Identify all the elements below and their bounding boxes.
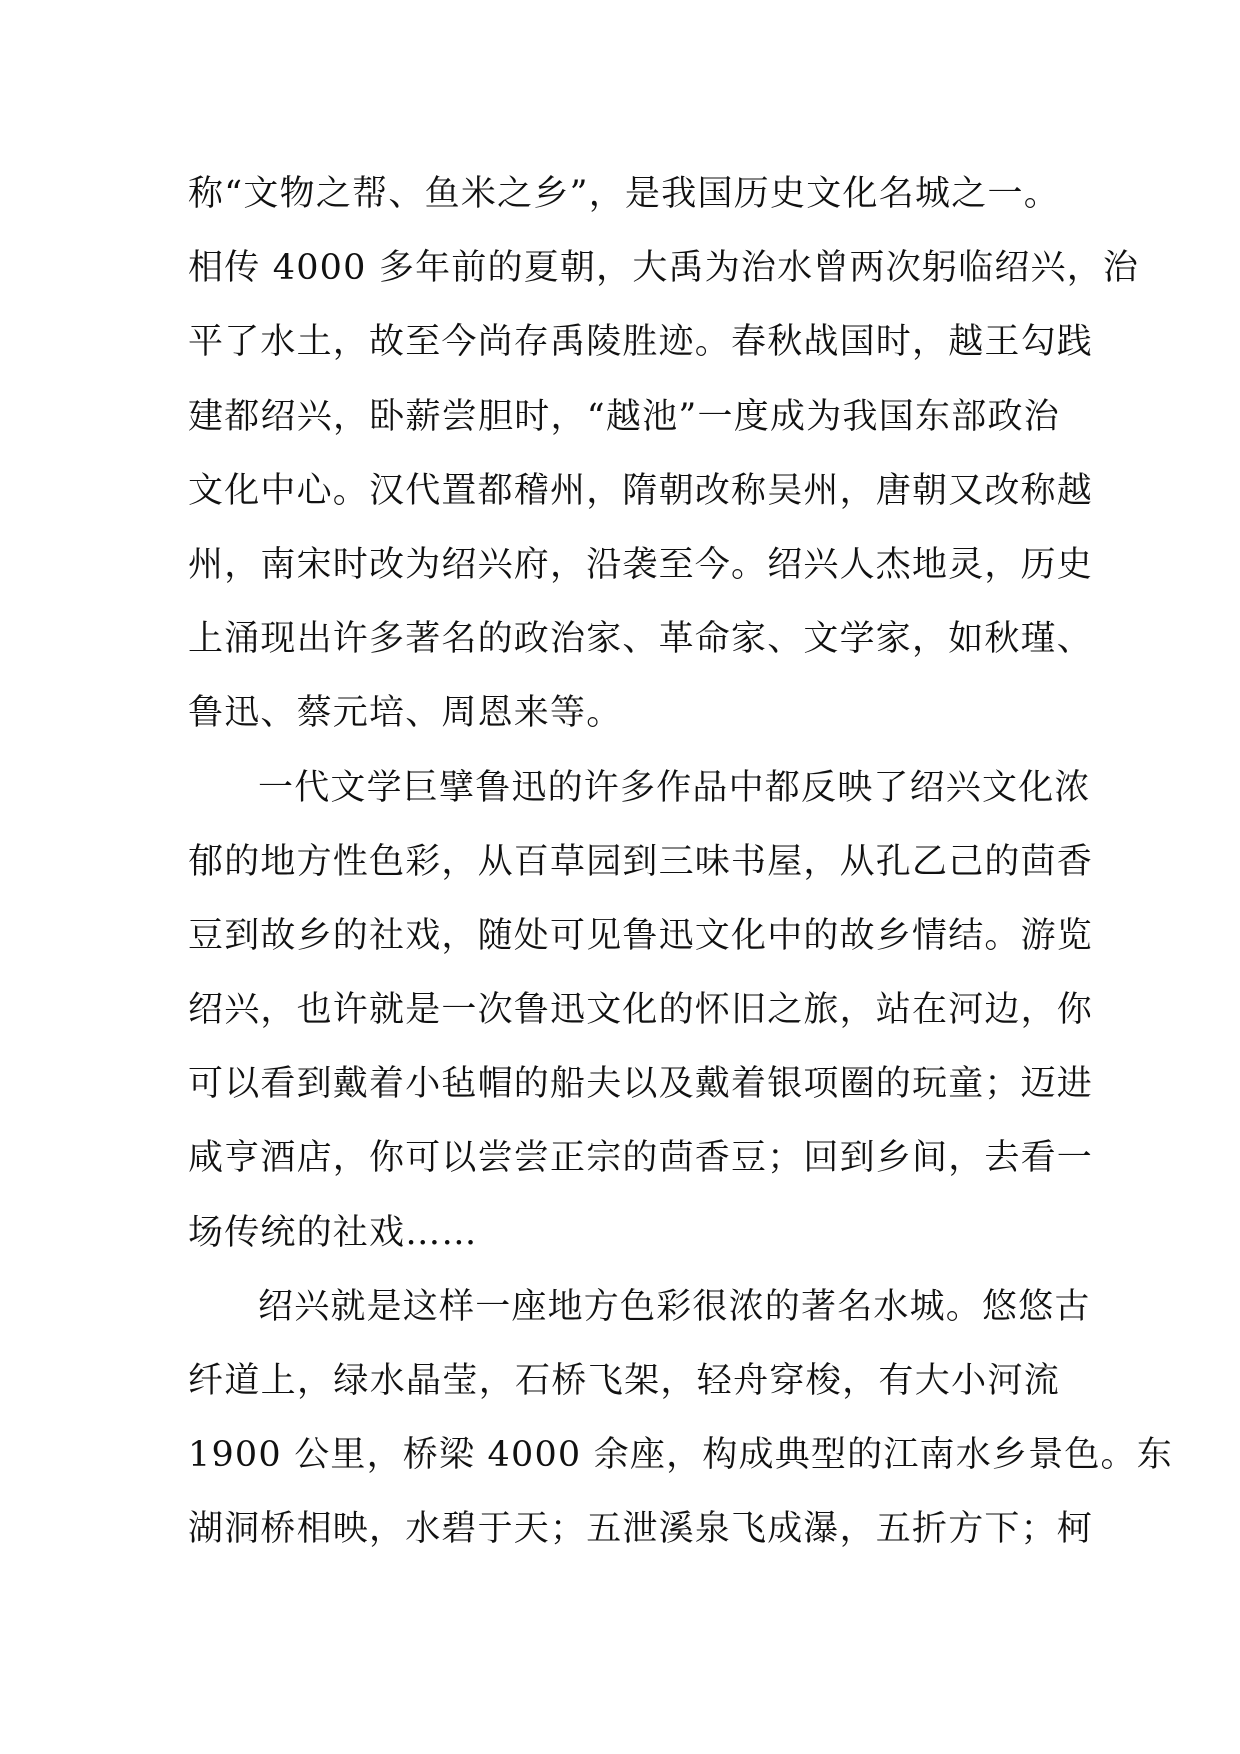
text-line: 州，南宋时改为绍兴府，沿袭至今。绍兴人杰地灵，历史: [188, 544, 1094, 585]
text-line: 平了水土，故至今尚存禹陵胜迹。春秋战国时，越王勾践: [188, 322, 1094, 363]
text-line: 湖洞桥相映，水碧于天；五泄溪泉飞成瀑，五折方下；柯: [188, 1509, 1094, 1550]
text-line: 1900 公里，桥梁 4000 余座，构成典型的江南水乡景色。东: [188, 1435, 1173, 1476]
text-line: 绍兴，也许就是一次鲁迅文化的怀旧之旅，站在河边，你: [188, 990, 1094, 1031]
text-line: 一代文学巨擘鲁迅的许多作品中都反映了绍兴文化浓: [258, 767, 1091, 808]
text-line: 文化中心。汉代置都稽州，隋朝改称吴州，唐朝又改称越: [188, 470, 1094, 511]
paragraph-3: [188, 1270, 1173, 1567]
text-line: 纤道上，绿水晶莹，石桥飞架，轻舟穿梭，有大小河流: [188, 1361, 1060, 1401]
text-line: 咸亨酒店，你可以尝尝正宗的茴香豆；回到乡间，去看一: [188, 1138, 1094, 1179]
text-line: 相传 4000 多年前的夏朝，大禹为治水曾两次躬临绍兴，治: [188, 248, 1140, 289]
text-line: 豆到故乡的社戏，随处可见鲁迅文化中的故乡情结。游览: [188, 915, 1094, 956]
text-line: 郁的地方性色彩，从百草园到三味书屋，从孔乙己的茴香: [188, 841, 1094, 882]
text-line: 建都绍兴，卧薪尝胆时，“越池”一度成为我国东部政治: [188, 396, 1060, 437]
body-text: [188, 157, 1173, 1567]
paragraph-2: [188, 751, 1094, 1270]
text-line: 场传统的社戏……: [188, 1212, 478, 1253]
text-line: 鲁迅、蔡元培、周恩来等。: [188, 693, 623, 734]
text-line: 可以看到戴着小毡帽的船夫以及戴着银项圈的玩童；迈进: [188, 1064, 1094, 1105]
text-line: 绍兴就是这样一座地方色彩很浓的著名水城。悠悠古: [258, 1286, 1091, 1327]
text-line: 称“文物之帮、鱼米之乡”，是我国历史文化名城之一。: [188, 174, 1060, 214]
paragraph-1: [188, 157, 1140, 751]
text-line: 上涌现出许多著名的政治家、革命家、文学家，如秋瑾、: [188, 619, 1094, 660]
